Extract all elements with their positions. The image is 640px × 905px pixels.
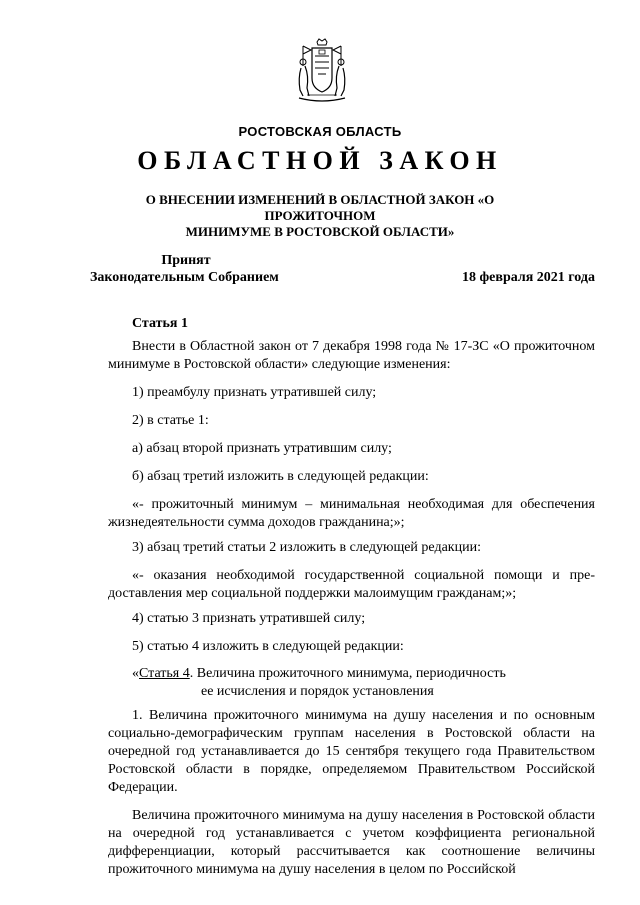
amendment-item-2a: а) абзац второй признать утратившим силу; bbox=[132, 441, 392, 456]
quoted-definition-2: «- оказания необходимой государственной социальной помощи и предоставления мер социальной поддержки малоимущим гражданам;»; bbox=[108, 568, 595, 601]
law-subject-line-1: О ВНЕСЕНИИ ИЗМЕНЕНИЙ В ОБЛАСТНОЙ ЗАКОН «О ПРОЖИТОЧНОМ bbox=[145, 192, 495, 223]
coat-of-arms-icon bbox=[293, 38, 351, 104]
adopted-by: Законодательным Собранием bbox=[90, 270, 279, 285]
article-body bbox=[108, 338, 595, 879]
article-4-title-2: ее исчисления и порядок установления bbox=[201, 684, 434, 699]
region-name: РОСТОВСКАЯ ОБЛАСТЬ bbox=[238, 124, 402, 139]
amendment-item-3: 3) абзац третий статьи 2 изложить в следующей редакции: bbox=[132, 540, 481, 555]
quoted-definition-1: «- прожиточный минимум – минимальная необходимая для обеспечения жизнедеятельности сумма доходов гражданина;»; bbox=[108, 497, 595, 530]
article-4-paragraph-2: Величина прожиточного минимума на душу населения в Ростовской области на очередной год устанавливается с учетом коэффициента региональной дифференциации, который рассчитывается как соотношение величины прожиточного минимума на душу населения в целом по Российской bbox=[108, 808, 595, 877]
article-4-paragraph-1: 1. Величина прожиточного минимума на душу населения и по основным социально-демографическим группам населения в Ростовской области на очередной год устанавливается до 15 сентября текущего года Правительством Ростовской области в порядке, определяемом Правительством Российской Федерации. bbox=[108, 708, 595, 795]
article-4-title-1: . Величина прожиточного минимума, периодичность bbox=[189, 666, 506, 681]
amendment-item-5: 5) статью 4 изложить в следующей редакции: bbox=[132, 639, 404, 654]
amendment-item-1: 1) преамбулу признать утратившей силу; bbox=[132, 385, 377, 400]
amendment-item-2b: б) абзац третий изложить в следующей редакции: bbox=[132, 469, 429, 484]
adopted-label: Принят bbox=[161, 253, 211, 268]
law-subject-line-2: МИНИМУМЕ В РОСТОВСКОЙ ОБЛАСТИ» bbox=[185, 224, 455, 239]
article-4-heading bbox=[108, 665, 595, 683]
amendment-item-2: 2) в статье 1: bbox=[132, 413, 209, 428]
article-intro: Внести в Областной закон от 7 декабря 1998 года № 17-ЗС «О прожиточном минимуме в Ростовской области» следующие изменения: bbox=[108, 339, 595, 372]
amendment-item-4: 4) статью 3 признать утратившей силу; bbox=[132, 611, 366, 626]
article-4-link[interactable]: Статья 4 bbox=[139, 666, 190, 681]
article-4-quote-mark: « bbox=[132, 666, 139, 681]
document-title: ОБЛАСТНОЙ ЗАКОН bbox=[137, 146, 503, 175]
law-subject bbox=[110, 192, 530, 240]
article-heading: Статья 1 bbox=[132, 316, 188, 331]
adoption-date: 18 февраля 2021 года bbox=[462, 270, 595, 285]
coat-of-arms-emblem bbox=[293, 38, 351, 104]
